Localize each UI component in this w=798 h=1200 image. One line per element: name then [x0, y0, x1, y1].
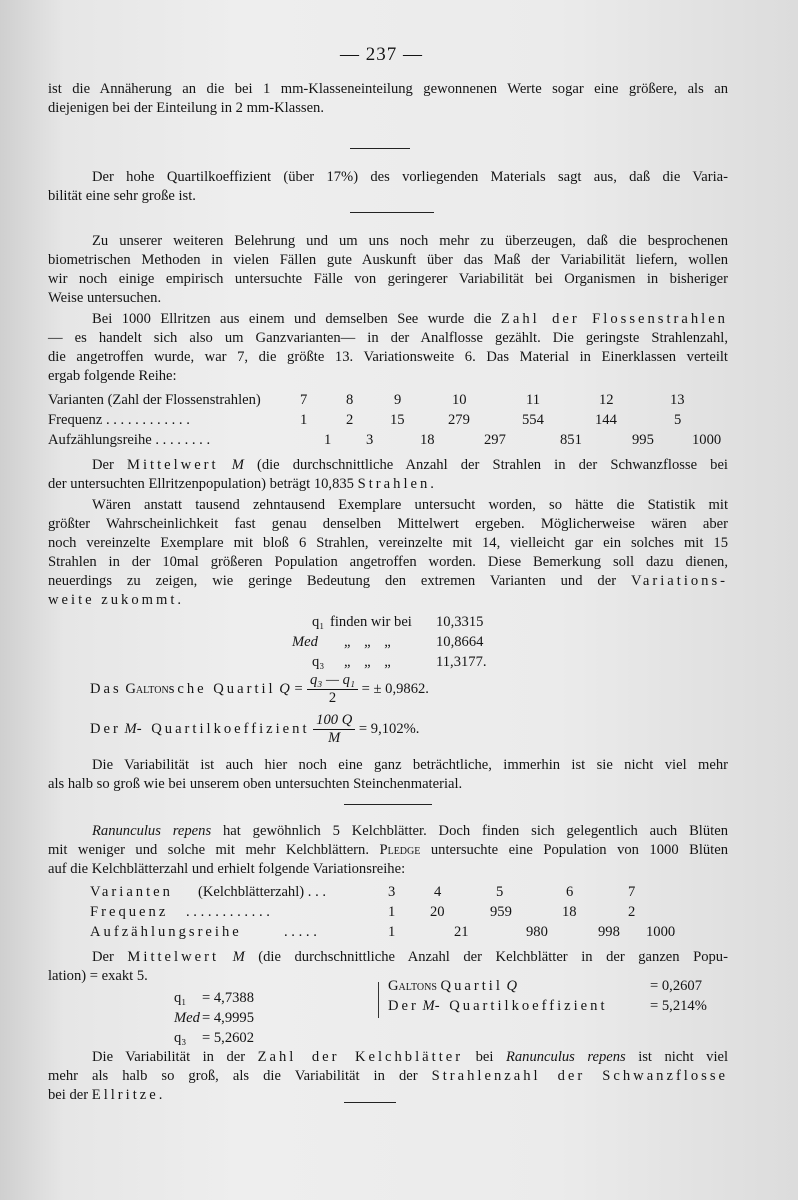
text-line: ergab folgende Reihe: [48, 368, 177, 384]
fraction-denominator: 2 [328, 690, 337, 706]
fraction [307, 672, 358, 707]
column-divider [378, 982, 379, 1018]
text-line: ist die Annäherung an die bei 1 mm-Klasseneinteilung gewonnenen Werte sogar eine größere, als an [48, 81, 728, 97]
text-span: untersuchte eine Population von 1000 Blüten [430, 842, 729, 858]
emphasis-spaced: - Quartilkoeffizient [434, 998, 608, 1014]
table-cell: 20 [430, 904, 445, 920]
row-label-dots: . . . . . [284, 924, 317, 940]
text-line: Weise untersuchen. [48, 290, 162, 306]
text-line [48, 1067, 728, 1086]
emphasis-spaced: Zahl der Flossenstrahlen [500, 311, 728, 327]
table-cell: 998 [598, 924, 620, 940]
formula-result: = 9,102%. [358, 720, 420, 737]
text-line: größter Wahrscheinlichkeit fast genau denselben Mittelwert ergeben. Möglicherweise wären aber [48, 516, 728, 532]
q1-value: = 4,7388 [202, 990, 255, 1006]
table-cell: 1000 [692, 432, 722, 448]
table-cell: 10 [452, 392, 467, 408]
author-name: Galtons [388, 978, 437, 994]
text-span: ist nicht viel [638, 1049, 729, 1065]
text-line: lation) = exakt 5. [48, 968, 148, 984]
emphasis-spaced: Variations- [630, 573, 729, 589]
table-cell: 980 [526, 924, 548, 940]
table-cell: 1 [300, 412, 308, 428]
emphasis-spaced: Ellritze. [91, 1087, 166, 1103]
emphasis-spaced: Zahl der Kelchblätter [257, 1049, 464, 1065]
text-span: der untersuchten Ellritzenpopulation) beträgt 10,835 [48, 476, 354, 492]
table-cell: 9 [394, 392, 402, 408]
text-span: (die durchschnittliche Anzahl der Kelchblätter in der ganzen Popu- [258, 949, 728, 965]
emphasis-spaced: Strahlenzahl der Schwanzflosse [431, 1068, 728, 1084]
section-divider [344, 1102, 396, 1103]
med-value: 10,8664 [436, 634, 484, 650]
text-span: neuerdings zu zeigen, wie geringe Bedeutung den extremen Varianten und der [48, 573, 617, 589]
text-line: auf die Kelchblätterzahl und erhielt folgende Variationsreihe: [48, 861, 406, 877]
m-quartilkoeffizient-value: = 5,214% [650, 998, 707, 1014]
row-label: Varianten [90, 884, 173, 900]
table-row-aufzaehlung [90, 924, 780, 942]
med-value: = 4,9995 [202, 1010, 255, 1026]
table-cell: 851 [560, 432, 582, 448]
formula-result: = ± 0,9862. [361, 680, 429, 697]
paragraph-further-study [48, 232, 728, 308]
q1-text: finden wir bei [330, 614, 412, 630]
table-cell: 144 [595, 412, 617, 428]
table-cell: 297 [484, 432, 506, 448]
table-cell: 18 [562, 904, 577, 920]
math-symbol: M [422, 998, 435, 1014]
text-line: Die Variabilität ist auch hier noch eine ganz beträchtliche, immerhin ist sie nicht viel mehr [92, 757, 728, 773]
table-cell: 11 [526, 392, 541, 408]
q3-value: = 5,2602 [202, 1030, 255, 1046]
table-cell: 3 [366, 432, 374, 448]
text-line: noch vereinzelte Exemplare mit bloß 6 Strahlen, vereinzelte mit 14, vielleicht gar ein solches mit 15 [48, 535, 728, 551]
text-line [48, 456, 728, 475]
m-quartilkoeffizient-label [388, 998, 608, 1015]
text-line: Zu unserer weiteren Belehrung und um uns noch mehr zu überzeugen, daß die besprochenen [92, 233, 728, 249]
emphasis-spaced: sche Quartil [168, 680, 276, 697]
paragraph-mittelwert [48, 456, 728, 494]
text-span: bei [475, 1049, 494, 1065]
text-line: biometrischen Methoden in vielen Fällen gute Auskunft über das Maß der Variabilität liefern, wollen [48, 252, 728, 268]
table-cell: 279 [448, 412, 470, 428]
paragraph-ranunculus [48, 822, 728, 879]
species-name: Ranunculus repens [505, 1049, 626, 1065]
table-cell: 1000 [646, 924, 676, 940]
table-cell: 995 [632, 432, 654, 448]
text-span: mehr als halb so groß, als die Variabilität in der [48, 1068, 418, 1084]
text-span: Die Variabilität in der [92, 1049, 246, 1065]
table-cell: 1 [324, 432, 332, 448]
table-cell: 7 [628, 884, 636, 900]
text-line: — es handelt sich also um Ganzvarianten— in der Analflosse gezählt. Die geringste Strahlenzahl, [48, 330, 728, 346]
table-cell: 15 [390, 412, 405, 428]
ditto-marks: „ „ „ [344, 654, 391, 670]
text-line [48, 948, 728, 967]
table-cell: 2 [628, 904, 636, 920]
text-line: bilität eine sehr große ist. [48, 188, 196, 204]
ditto-marks: „ „ „ [344, 634, 391, 650]
paragraph-intro [48, 80, 728, 118]
text-line: wir noch einige empirisch untersuchte Fälle von geringerer Variabilität bei Organismen in bisheriger [48, 271, 728, 287]
math-symbol: M [232, 949, 245, 965]
section-divider [350, 212, 434, 213]
row-label: Aufzählungsreihe . . . . . . . . [48, 432, 211, 448]
text-line [48, 822, 728, 841]
table-cell: 13 [670, 392, 685, 408]
text-line: als halb so groß wie bei unserem oben untersuchten Steinchenmaterial. [48, 776, 463, 792]
row-label: Aufzählungsreihe [90, 924, 242, 940]
galton-formula [90, 672, 429, 707]
m-quartilkoeffizient-formula [90, 712, 419, 747]
table-cell: 21 [454, 924, 469, 940]
formula-lhs: Q = [279, 680, 304, 697]
math-symbol: M [231, 457, 244, 473]
q1-value: 10,3315 [436, 614, 484, 630]
table-cell: 1 [388, 904, 396, 920]
section-divider [344, 804, 432, 805]
text-span: Der [92, 457, 114, 473]
emphasis-spaced: Quartil [440, 978, 503, 994]
emphasis-spaced: - Quartilkoeffizient [136, 720, 310, 737]
fraction-denominator: M [328, 730, 341, 746]
text-span: Der [92, 949, 114, 965]
text-line: die angetroffen wurde, war 7, die größte 13. Variationsweite 6. Das Material in Einerklassen verteilt [48, 349, 728, 365]
paragraph-ellritzen [48, 310, 728, 386]
text-span: hat gewöhnlich 5 Kelchblätter. Doch finden sich gelegentlich auch Blüten [222, 823, 728, 839]
author-name: Galton [125, 680, 169, 697]
text-line [48, 841, 728, 860]
emphasis-spaced: Strahlen. [357, 476, 437, 492]
table-cell: 7 [300, 392, 308, 408]
q3-value: 11,3177. [436, 654, 487, 670]
table-row-varianten [48, 392, 738, 410]
table-cell: 12 [599, 392, 614, 408]
med-label: Med [174, 1010, 200, 1026]
text-span: mit weniger und solche mit mehr Kelchblättern. [48, 842, 369, 858]
row-label: Varianten (Zahl der Flossenstrahlen) [48, 392, 261, 408]
row-label-detail: (Kelchblätterzahl) . . . [198, 884, 327, 900]
table-cell: 2 [346, 412, 354, 428]
text-line [48, 475, 728, 494]
text-line [48, 572, 728, 591]
text-span: Der [90, 720, 121, 737]
galton-quartil-label [388, 978, 517, 995]
text-span: Der [388, 998, 419, 1014]
table-cell: 5 [674, 412, 682, 428]
text-span: Das [90, 680, 122, 697]
table-row-varianten [90, 884, 780, 902]
med-label: Med [292, 634, 318, 650]
text-span: Bei 1000 Ellritzen aus einem und demselben See wurde die [92, 311, 492, 327]
text-line [48, 591, 728, 610]
species-name: Ranunculus repens [92, 823, 212, 839]
table-cell: 6 [566, 884, 574, 900]
q3-label: q₃ [174, 1030, 187, 1046]
text-line: Wären anstatt tausend zehntausend Exemplare untersucht worden, so hätte die Statistik mit [92, 497, 728, 513]
text-line: Der hohe Quartilkoeffizient (über 17%) des vorliegenden Materials sagt aus, daß die Varia- [92, 169, 728, 185]
section-divider [350, 148, 410, 149]
text-line: Strahlen in der 10mal größeren Population angetroffen worden. Diese Bemerkung soll dazu dienen, [48, 554, 728, 570]
q1-label: q₁ [174, 990, 187, 1006]
table-cell: 8 [346, 392, 354, 408]
math-symbol: Q [506, 978, 518, 994]
text-line [48, 310, 728, 329]
text-line [48, 1048, 728, 1067]
table-row-frequenz [48, 412, 738, 430]
paragraph-zehntausend [48, 496, 728, 610]
table-row-frequenz [90, 904, 780, 922]
fraction-numerator: 100 Q [313, 712, 355, 730]
table-row-aufzaehlung [48, 432, 738, 450]
table-cell: 18 [420, 432, 435, 448]
table-cell: 4 [434, 884, 442, 900]
fraction [313, 712, 355, 747]
table-cell: 554 [522, 412, 544, 428]
galton-quartil-value: = 0,2607 [650, 978, 703, 994]
q3-label: q₃ [312, 654, 325, 670]
emphasis-spaced: Mittelwert [126, 457, 219, 473]
table-cell: 5 [496, 884, 504, 900]
q1-label: q₁ [312, 614, 325, 630]
row-label: Frequenz [90, 904, 169, 920]
table-cell: 959 [490, 904, 512, 920]
fraction-numerator: q₃ — q₁ [307, 672, 358, 690]
text-line: diejenigen bei der Einteilung in 2 mm-Klassen. [48, 100, 324, 116]
paragraph-quartile-remark [48, 168, 728, 206]
text-span: bei der [48, 1087, 89, 1103]
emphasis-spaced: weite zukommt. [48, 592, 185, 608]
table-cell: 3 [388, 884, 396, 900]
table-cell: 1 [388, 924, 396, 940]
author-name: Pledge [379, 842, 421, 858]
row-label-dots: . . . . . . . . . . . . [186, 904, 270, 920]
text-span: (die durchschnittliche Anzahl der Strahlen in der Schwanzflosse bei [256, 457, 728, 473]
math-symbol: M [124, 720, 137, 737]
row-label: Frequenz . . . . . . . . . . . . [48, 412, 190, 428]
emphasis-spaced: Mittelwert [127, 949, 220, 965]
paragraph-vergleich [48, 1048, 728, 1105]
page-number: — 237 — [340, 44, 423, 65]
paragraph-variabilitaet [48, 756, 728, 794]
